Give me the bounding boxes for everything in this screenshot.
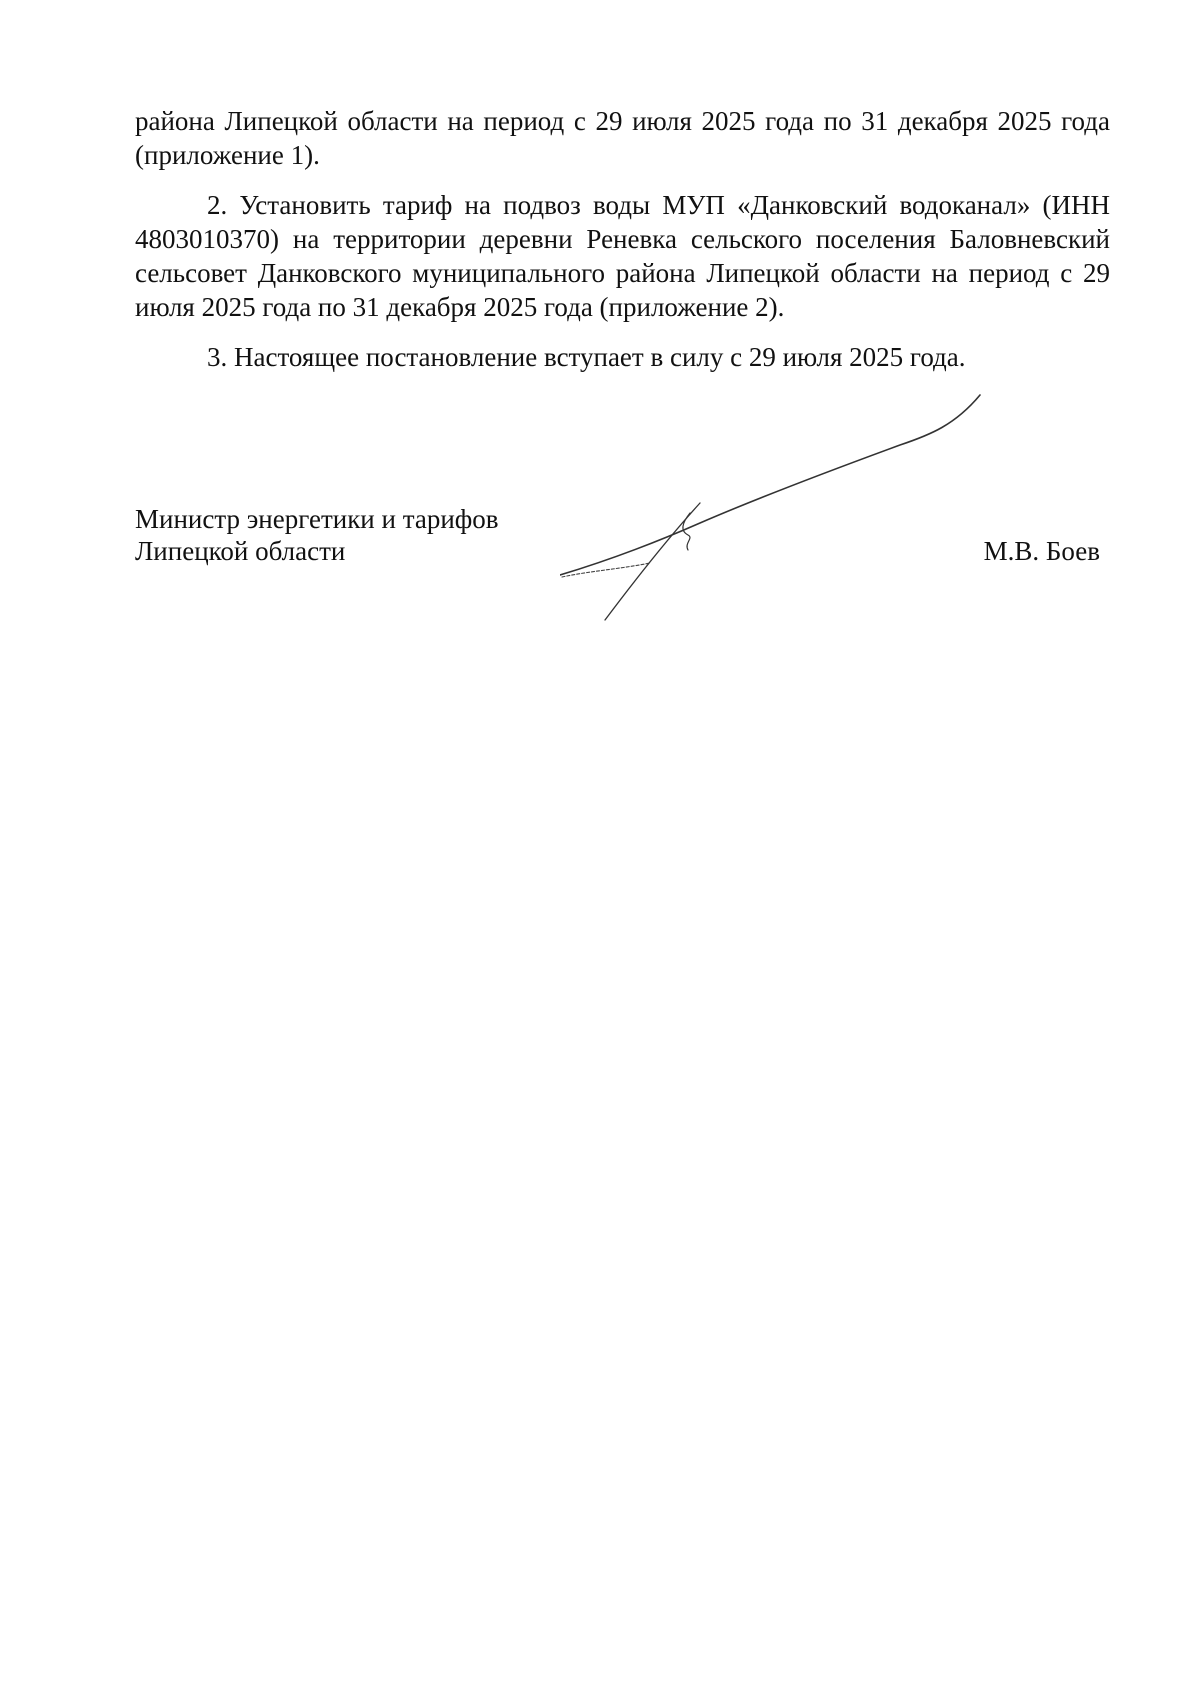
paragraph-item-3: 3. Настоящее постановление вступает в силу с 29 июля 2025 года.	[207, 342, 966, 372]
signer-title-line-1: Министр энергетики и тарифов	[135, 504, 499, 534]
paragraph-continuation: района Липецкой области на период с 29 июля 2025 года по 31 декабря 2025 года (приложение 1).	[135, 106, 1110, 170]
document-body	[135, 104, 1110, 390]
paragraph-item-2: 2. Установить тариф на подвоз воды МУП «Данковский водоканал» (ИНН 4803010370) на территории деревни Реневка сельского поселения Баловневский сельсовет Данковского муниципального района Липецкой области на период с 29 июля 2025 года по 31 декабря 2025 года (приложение 2).	[135, 190, 1110, 322]
signer-name: М.В. Боев	[983, 536, 1100, 566]
signer-title-line-2: Липецкой области	[135, 536, 346, 566]
signature-block	[135, 503, 1110, 573]
